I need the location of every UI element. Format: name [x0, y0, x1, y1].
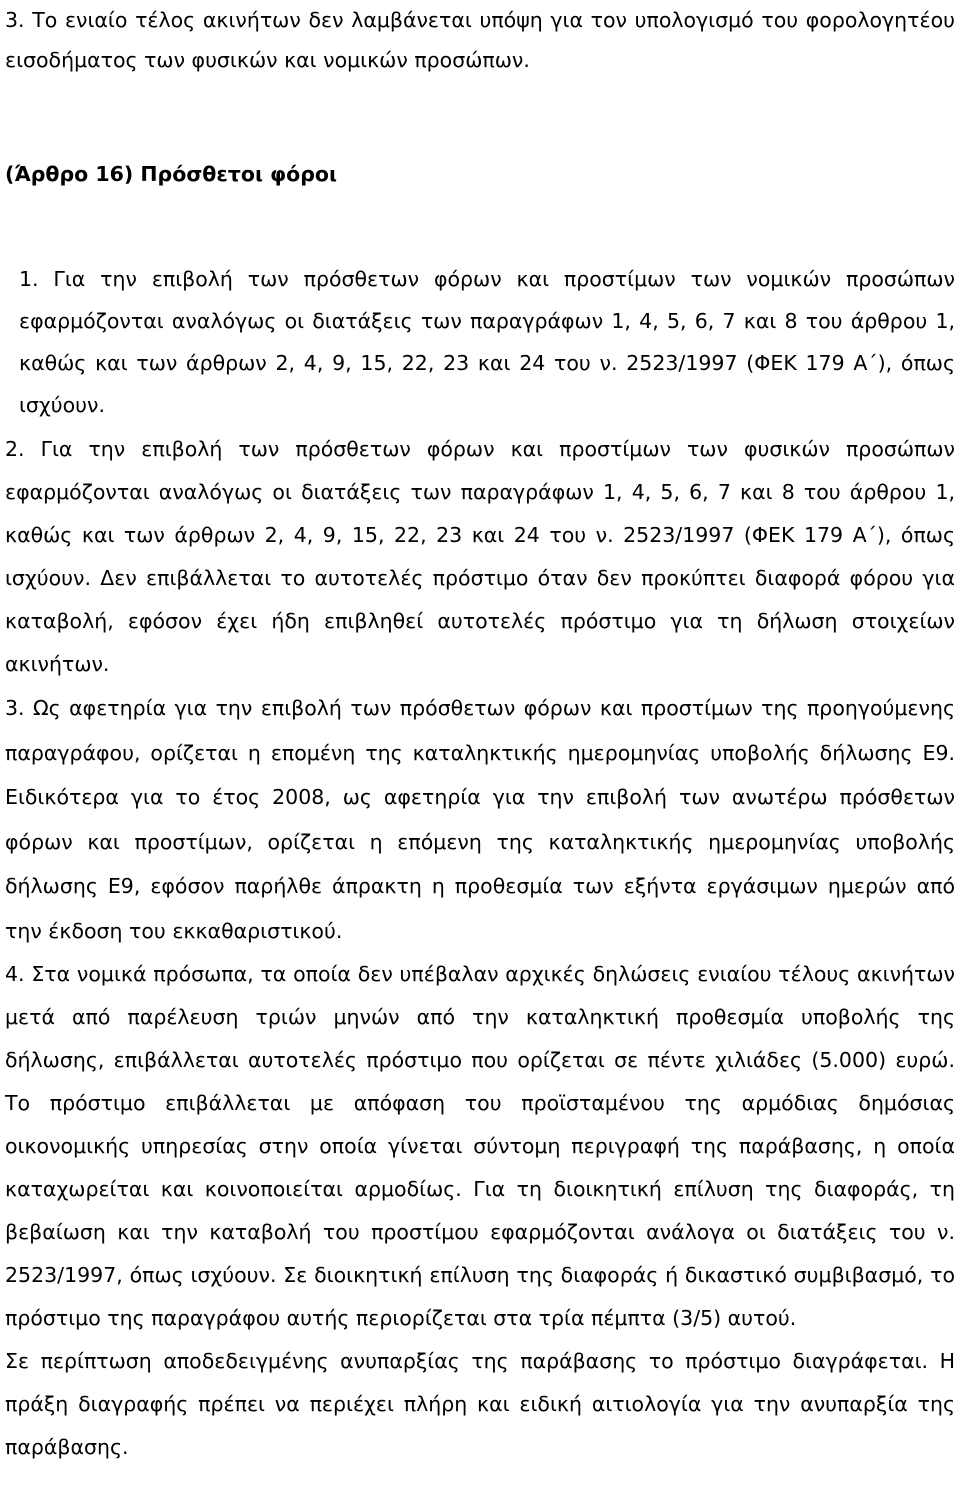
- paragraph-3-intro: 3. Το ενιαίο τέλος ακινήτων δεν λαμβάνεται υπόψη για τον υπολογισμό του φορολογητέου εισοδήματος των φυσικών και νομικών προσώπων.: [5, 8, 955, 72]
- document-page: [5, 0, 955, 1469]
- paragraph-closing: Σε περίπτωση αποδεδειγμένης ανυπαρξίας της παράβασης το πρόστιμο διαγράφεται. Η πράξη διαγραφής πρέπει να περιέχει πλήρη και ειδική αιτιολογία για την ανυπαρξία της παράβασης.: [5, 1349, 955, 1459]
- paragraph-item-1: 1. Για την επιβολή των πρόσθετων φόρων και προστίμων των νομικών προσώπων εφαρμόζονται αναλόγως οι διατάξεις των παραγράφων 1, 4, 5, 6, 7 και 8 του άρθρου 1, καθώς και των άρθρων 2, 4, 9, 15, 22, 23 και 24 του ν. 2523/1997 (ΦΕΚ 179 Α΄), όπως ισχύουν.: [19, 267, 955, 417]
- paragraph-item-3: 3. Ως αφετηρία για την επιβολή των πρόσθετων φόρων και προστίμων της προηγούμενης παραγράφου, ορίζεται η επομένη της καταληκτικής ημερομηνίας υποβολής δήλωσης Ε9. Ειδικότερα για το έτος 2008, ως αφετηρία για την επιβολή των ανωτέρω πρόσθετων φόρων και προστίμων, ορίζεται η επόμενη της καταληκτικής ημερομηνίας υποβολής δήλωσης Ε9, εφόσον παρήλθε άπρακτη η προθεσμία των εξήντα εργάσιμων ημερών από την έκδοση του εκκαθαριστικού.: [5, 696, 955, 943]
- paragraph-item-4: 4. Στα νομικά πρόσωπα, τα οποία δεν υπέβαλαν αρχικές δηλώσεις ενιαίου τέλους ακινήτων μετά από παρέλευση τριών μηνών από την καταληκτική προθεσμία υποβολής της δήλωσης, επιβάλλεται αυτοτελές πρόστιμο που ορίζεται σε πέντε χιλιάδες (5.000) ευρώ. Το πρόστιμο επιβάλλεται με απόφαση του προϊσταμένου της αρμόδιας δημόσιας οικονομικής υπηρεσίας στην οποία γίνεται σύντομη περιγραφή της παράβασης, η οποία καταχωρείται και κοινοποιείται αρμοδίως. Για τη διοικητική επίλυση της διαφοράς, τη βεβαίωση και την καταβολή του προστίμου εφαρμόζονται ανάλογα οι διατάξεις του ν. 2523/1997, όπως ισχύουν. Σε διοικητική επίλυση της διαφοράς ή δικαστικό συμβιβασμό, το πρόστιμο της παραγράφου αυτής περιορίζεται στα τρία πέμπτα (3/5) αυτού.: [5, 962, 955, 1330]
- paragraph-item-2: 2. Για την επιβολή των πρόσθετων φόρων και προστίμων των φυσικών προσώπων εφαρμόζονται αναλόγως οι διατάξεις των παραγράφων 1, 4, 5, 6, 7 και 8 του άρθρου 1, καθώς και των άρθρων 2, 4, 9, 15, 22, 23 και 24 του ν. 2523/1997 (ΦΕΚ 179 Α΄), όπως ισχύουν. Δεν επιβάλλεται το αυτοτελές πρόστιμο όταν δεν προκύπτει διαφορά φόρου για καταβολή, εφόσον έχει ήδη επιβληθεί αυτοτελές πρόστιμο για τη δήλωση στοιχείων ακινήτων.: [5, 437, 955, 676]
- article-heading: (Άρθρο 16) Πρόσθετοι φόροι: [5, 162, 337, 186]
